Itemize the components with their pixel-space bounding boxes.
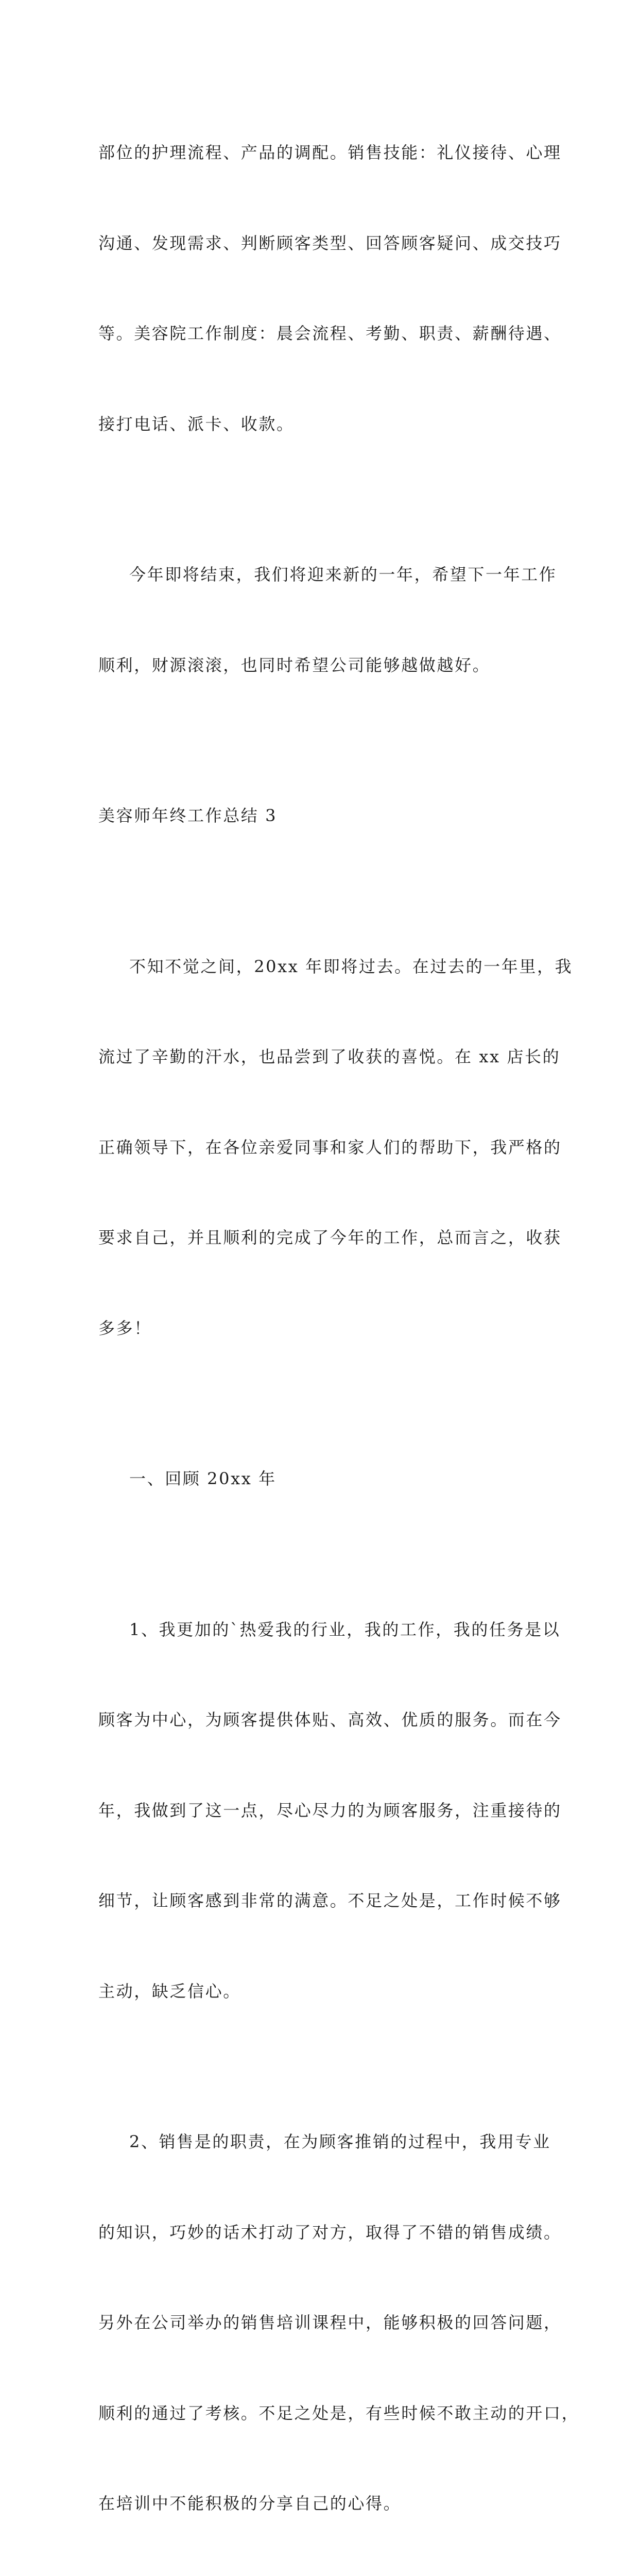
text-line: 在培训中不能积极的分享自己的心得。 [98, 2494, 402, 2513]
heading-review [98, 1403, 551, 1554]
section-title-text: 美容师年终工作总结 3 [98, 806, 278, 825]
paragraph-closing [98, 499, 557, 740]
text-line: 顺利的通过了考核。不足之处是，有些时候不敢主动的开口， [98, 2403, 580, 2423]
paragraph-intro [98, 891, 573, 1404]
text-line: 主动，缺乏信心。 [98, 1981, 241, 2001]
text-line: 等。美容院工作制度：晨会流程、考勤、职责、薪酬待遇、 [98, 324, 562, 343]
text-line: 顾客为中心，为顾客提供体贴、高效、优质的服务。而在今 [98, 1710, 562, 1730]
text-line: 2、销售是的职责，在为顾客推销的过程中，我用专业 [129, 2132, 551, 2151]
text-line: 多多！ [98, 1318, 152, 1338]
text-line: 正确领导下，在各位亲爱同事和家人们的帮助下，我严格的 [98, 1137, 562, 1157]
text-line: 不知不觉之间，20xx 年即将过去。在过去的一年里，我 [129, 956, 573, 976]
text-line: 顺利，财源滚滚，也同时希望公司能够越做越好。 [98, 655, 491, 675]
text-line: 今年即将结束，我们将迎来新的一年，希望下一年工作 [129, 565, 557, 584]
text-line: 流过了辛勤的汗水，也品尝到了收获的喜悦。在 xx 店长的 [98, 1047, 561, 1066]
paragraph-item-1 [98, 1554, 562, 2067]
text-line: 另外在公司举办的销售培训课程中，能够积极的回答问题， [98, 2313, 562, 2332]
text-line: 1、我更加的`热爱我的行业，我的工作，我的任务是以 [129, 1619, 561, 1639]
section-title [98, 740, 551, 891]
text-line: 沟通、发现需求、判断顾客类型、回答顾客疑问、成交技巧 [98, 233, 562, 253]
text-line: 的知识，巧妙的话术打动了对方，取得了不错的销售成绩。 [98, 2222, 562, 2242]
text-line: 要求自己，并且顺利的完成了今年的工作，总而言之，收获 [98, 1228, 562, 1247]
heading-text: 一、回顾 20xx 年 [129, 1469, 277, 1488]
paragraph-skills [98, 77, 562, 499]
text-line: 接打电话、派卡、收款。 [98, 414, 295, 434]
paragraph-item-2 [98, 2066, 580, 2576]
text-line: 细节，让顾客感到非常的满意。不足之处是，工作时候不够 [98, 1891, 562, 1910]
document-body [98, 77, 580, 2576]
text-line: 部位的护理流程、产品的调配。销售技能：礼仪接待、心理 [98, 143, 562, 162]
text-line: 年，我做到了这一点，尽心尽力的为顾客服务，注重接待的 [98, 1800, 562, 1820]
